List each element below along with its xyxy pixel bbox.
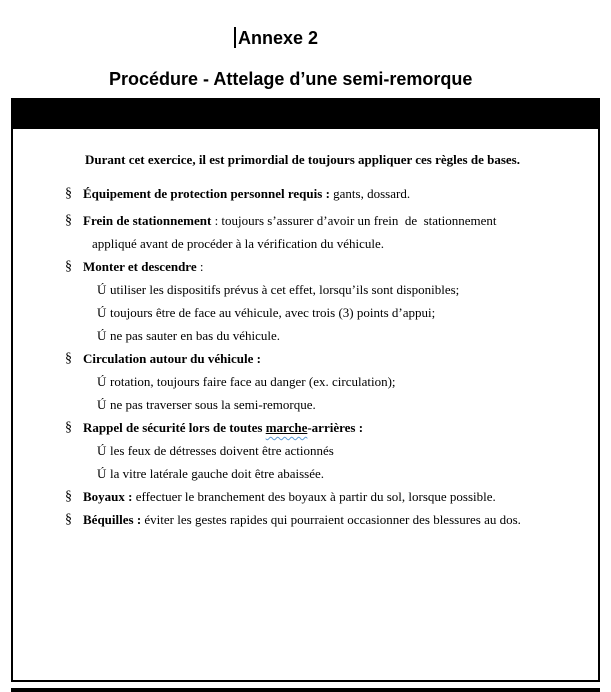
section-bullet-icon: § xyxy=(65,186,72,201)
section-bullet-icon: § xyxy=(65,259,72,274)
spellcheck-flagged-word: marche xyxy=(265,420,308,435)
list-item-label: Frein de stationnement xyxy=(83,213,212,228)
safety-table xyxy=(11,98,600,682)
section-bullet-icon: § xyxy=(65,512,72,527)
sub-bullet-icon: Ú xyxy=(97,328,107,343)
sub-item-text: la vitre latérale gauche doit être abaissée. xyxy=(110,466,325,481)
sub-bullet-icon: Ú xyxy=(97,305,107,320)
sub-item-text: les feux de détresses doivent être actionnés xyxy=(110,443,334,458)
list-item-frein-continuation: appliqué avant de procéder à la vérification du véhicule. xyxy=(92,236,385,251)
sub-list-item xyxy=(13,463,598,485)
list-item-circulation xyxy=(13,348,598,370)
list-item-label: Rappel de sécurité lors de toutes xyxy=(83,420,266,435)
sub-list-item xyxy=(13,302,598,324)
list-item-frein xyxy=(13,210,598,232)
table-header-label: Santé sécurité xyxy=(274,137,358,152)
sub-list-item xyxy=(13,394,598,416)
sub-item-text: rotation, toujours faire face au danger (ex. circulation); xyxy=(110,374,396,389)
sub-list-item xyxy=(13,325,598,347)
sub-item-text: utiliser les dispositifs prévus à cet effet, lorsqu’ils sont disponibles; xyxy=(110,282,460,297)
text-cursor xyxy=(234,27,236,48)
list-item-monter xyxy=(13,256,598,278)
intro-text: Durant cet exercice, il est primordial de toujours appliquer ces règles de bases. xyxy=(85,152,520,167)
sub-bullet-icon: Ú xyxy=(97,374,107,389)
sub-item-text: ne pas traverser sous la semi-remorque. xyxy=(110,397,316,412)
sub-list-item xyxy=(13,371,598,393)
section-bullet-icon: § xyxy=(65,213,72,228)
list-item-text: : xyxy=(196,259,204,274)
list-item-label: Boyaux : xyxy=(83,489,133,504)
page-subtitle: Procédure - Attelage d’une semi-remorque xyxy=(109,69,473,89)
list-item-text: : toujours s’assurer d’avoir un frein de stationnement xyxy=(211,213,497,228)
sub-item-text: toujours être de face au véhicule, avec trois (3) points d’appui; xyxy=(110,305,436,320)
sub-item-text: ne pas sauter en bas du véhicule. xyxy=(110,328,281,343)
section-bullet-icon: § xyxy=(65,489,72,504)
underlined-word-wrapper xyxy=(266,420,308,435)
list-item-text: gants, dossard. xyxy=(329,186,411,201)
section-bullet-icon: § xyxy=(65,420,72,435)
list-item-text: éviter les gestes rapides qui pourraient occasionner des blessures au dos. xyxy=(141,512,521,527)
list-item-label: Monter et descendre xyxy=(83,259,197,274)
list-item-label-suffix: -arrières : xyxy=(307,420,364,435)
sub-bullet-icon: Ú xyxy=(97,397,107,412)
list-item-label: Béquilles : xyxy=(83,512,142,527)
sub-bullet-icon: Ú xyxy=(97,282,107,297)
page-title: Annexe 2 xyxy=(238,28,319,48)
list-item-label: Circulation autour du véhicule : xyxy=(83,351,261,366)
table-body-cell xyxy=(11,129,600,682)
sub-list-item xyxy=(13,440,598,462)
list-item-equipement xyxy=(13,183,598,205)
list-item-label: Équipement de protection personnel requis : xyxy=(83,186,330,201)
sub-bullet-icon: Ú xyxy=(97,443,107,458)
sub-list-item xyxy=(13,279,598,301)
list-item-boyaux xyxy=(13,486,598,508)
sub-bullet-icon: Ú xyxy=(97,466,107,481)
section-bullet-icon: § xyxy=(65,351,72,366)
list-item-bequilles xyxy=(13,509,598,531)
list-item-text: effectuer le branchement des boyaux à partir du sol, lorsque possible. xyxy=(132,489,496,504)
list-item-rappel xyxy=(13,417,598,439)
table-header-sante-securite xyxy=(11,98,600,152)
next-table-header-partial xyxy=(11,688,600,692)
